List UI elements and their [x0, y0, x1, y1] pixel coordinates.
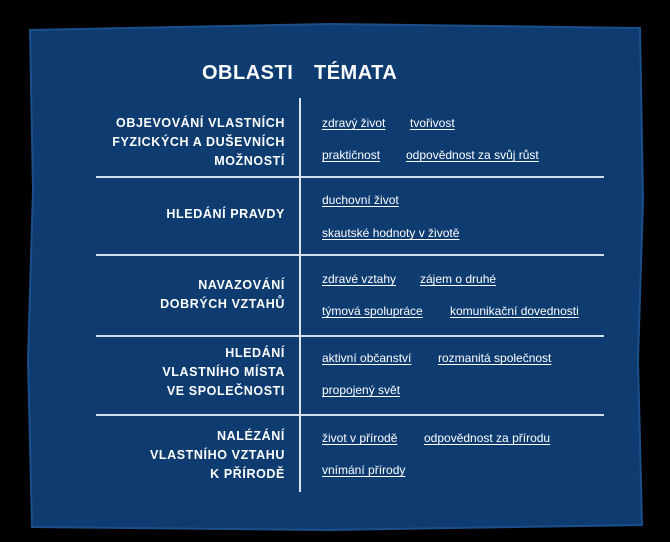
- area-line: OBJEVOVÁNÍ VLASTNÍCH: [116, 116, 285, 130]
- area-line: VLASTNÍHO VZTAHU: [149, 448, 285, 462]
- topic-link[interactable]: skautské hodnoty v životě: [322, 226, 460, 240]
- row-divider-2: [96, 254, 604, 256]
- topic-link[interactable]: život v přírodě: [322, 431, 398, 445]
- topic-link[interactable]: komunikační dovednosti: [450, 304, 579, 318]
- topic-link[interactable]: aktivní občanství: [322, 351, 412, 365]
- area-line: VE SPOLEČNOSTI: [166, 384, 285, 398]
- topic-link[interactable]: zdravé vztahy: [322, 272, 397, 286]
- topic-link[interactable]: rozmanitá společnost: [438, 351, 552, 365]
- area-line: VLASTNÍHO MÍSTA: [162, 365, 285, 379]
- topic-link[interactable]: tvořivost: [410, 116, 455, 130]
- area-line: HLEDÁNÍ PRAVDY: [166, 207, 285, 221]
- area-line: MOŽNOSTÍ: [214, 154, 285, 168]
- area-line: NAVAZOVÁNÍ: [198, 278, 285, 292]
- topic-link[interactable]: odpovědnost za přírodu: [424, 431, 551, 445]
- topic-link[interactable]: vnímání přírody: [322, 463, 406, 477]
- topic-link[interactable]: praktičnost: [322, 148, 381, 162]
- area-nalezani: [150, 427, 285, 484]
- area-objevovani: [112, 114, 285, 171]
- column-divider: [299, 98, 301, 492]
- area-navazovani: [160, 276, 285, 314]
- topic-link[interactable]: zájem o druhé: [420, 272, 497, 286]
- topic-link[interactable]: duchovní život: [322, 193, 399, 207]
- header-oblasti: OBLASTI: [202, 62, 294, 84]
- area-line: FYZICKÝCH A DUŠEVNÍCH: [112, 135, 285, 149]
- row-divider-1: [96, 176, 604, 178]
- area-line: K PŘÍRODĚ: [210, 467, 285, 481]
- row-divider-4: [96, 414, 604, 416]
- area-hledani-pravdy: [166, 205, 285, 224]
- area-line: HLEDÁNÍ: [225, 346, 285, 360]
- topic-link[interactable]: propojený svět: [322, 383, 401, 397]
- topic-link[interactable]: týmová spolupráce: [322, 304, 423, 318]
- topic-link[interactable]: zdravý život: [322, 116, 386, 130]
- area-line: NALÉZÁNÍ: [217, 429, 285, 443]
- header-temata: TÉMATA: [314, 62, 398, 84]
- row-divider-3: [96, 335, 604, 337]
- area-hledani-mista: [162, 344, 285, 401]
- area-line: DOBRÝCH VZTAHŮ: [160, 297, 285, 311]
- topic-link[interactable]: odpovědnost za svůj růst: [406, 148, 539, 162]
